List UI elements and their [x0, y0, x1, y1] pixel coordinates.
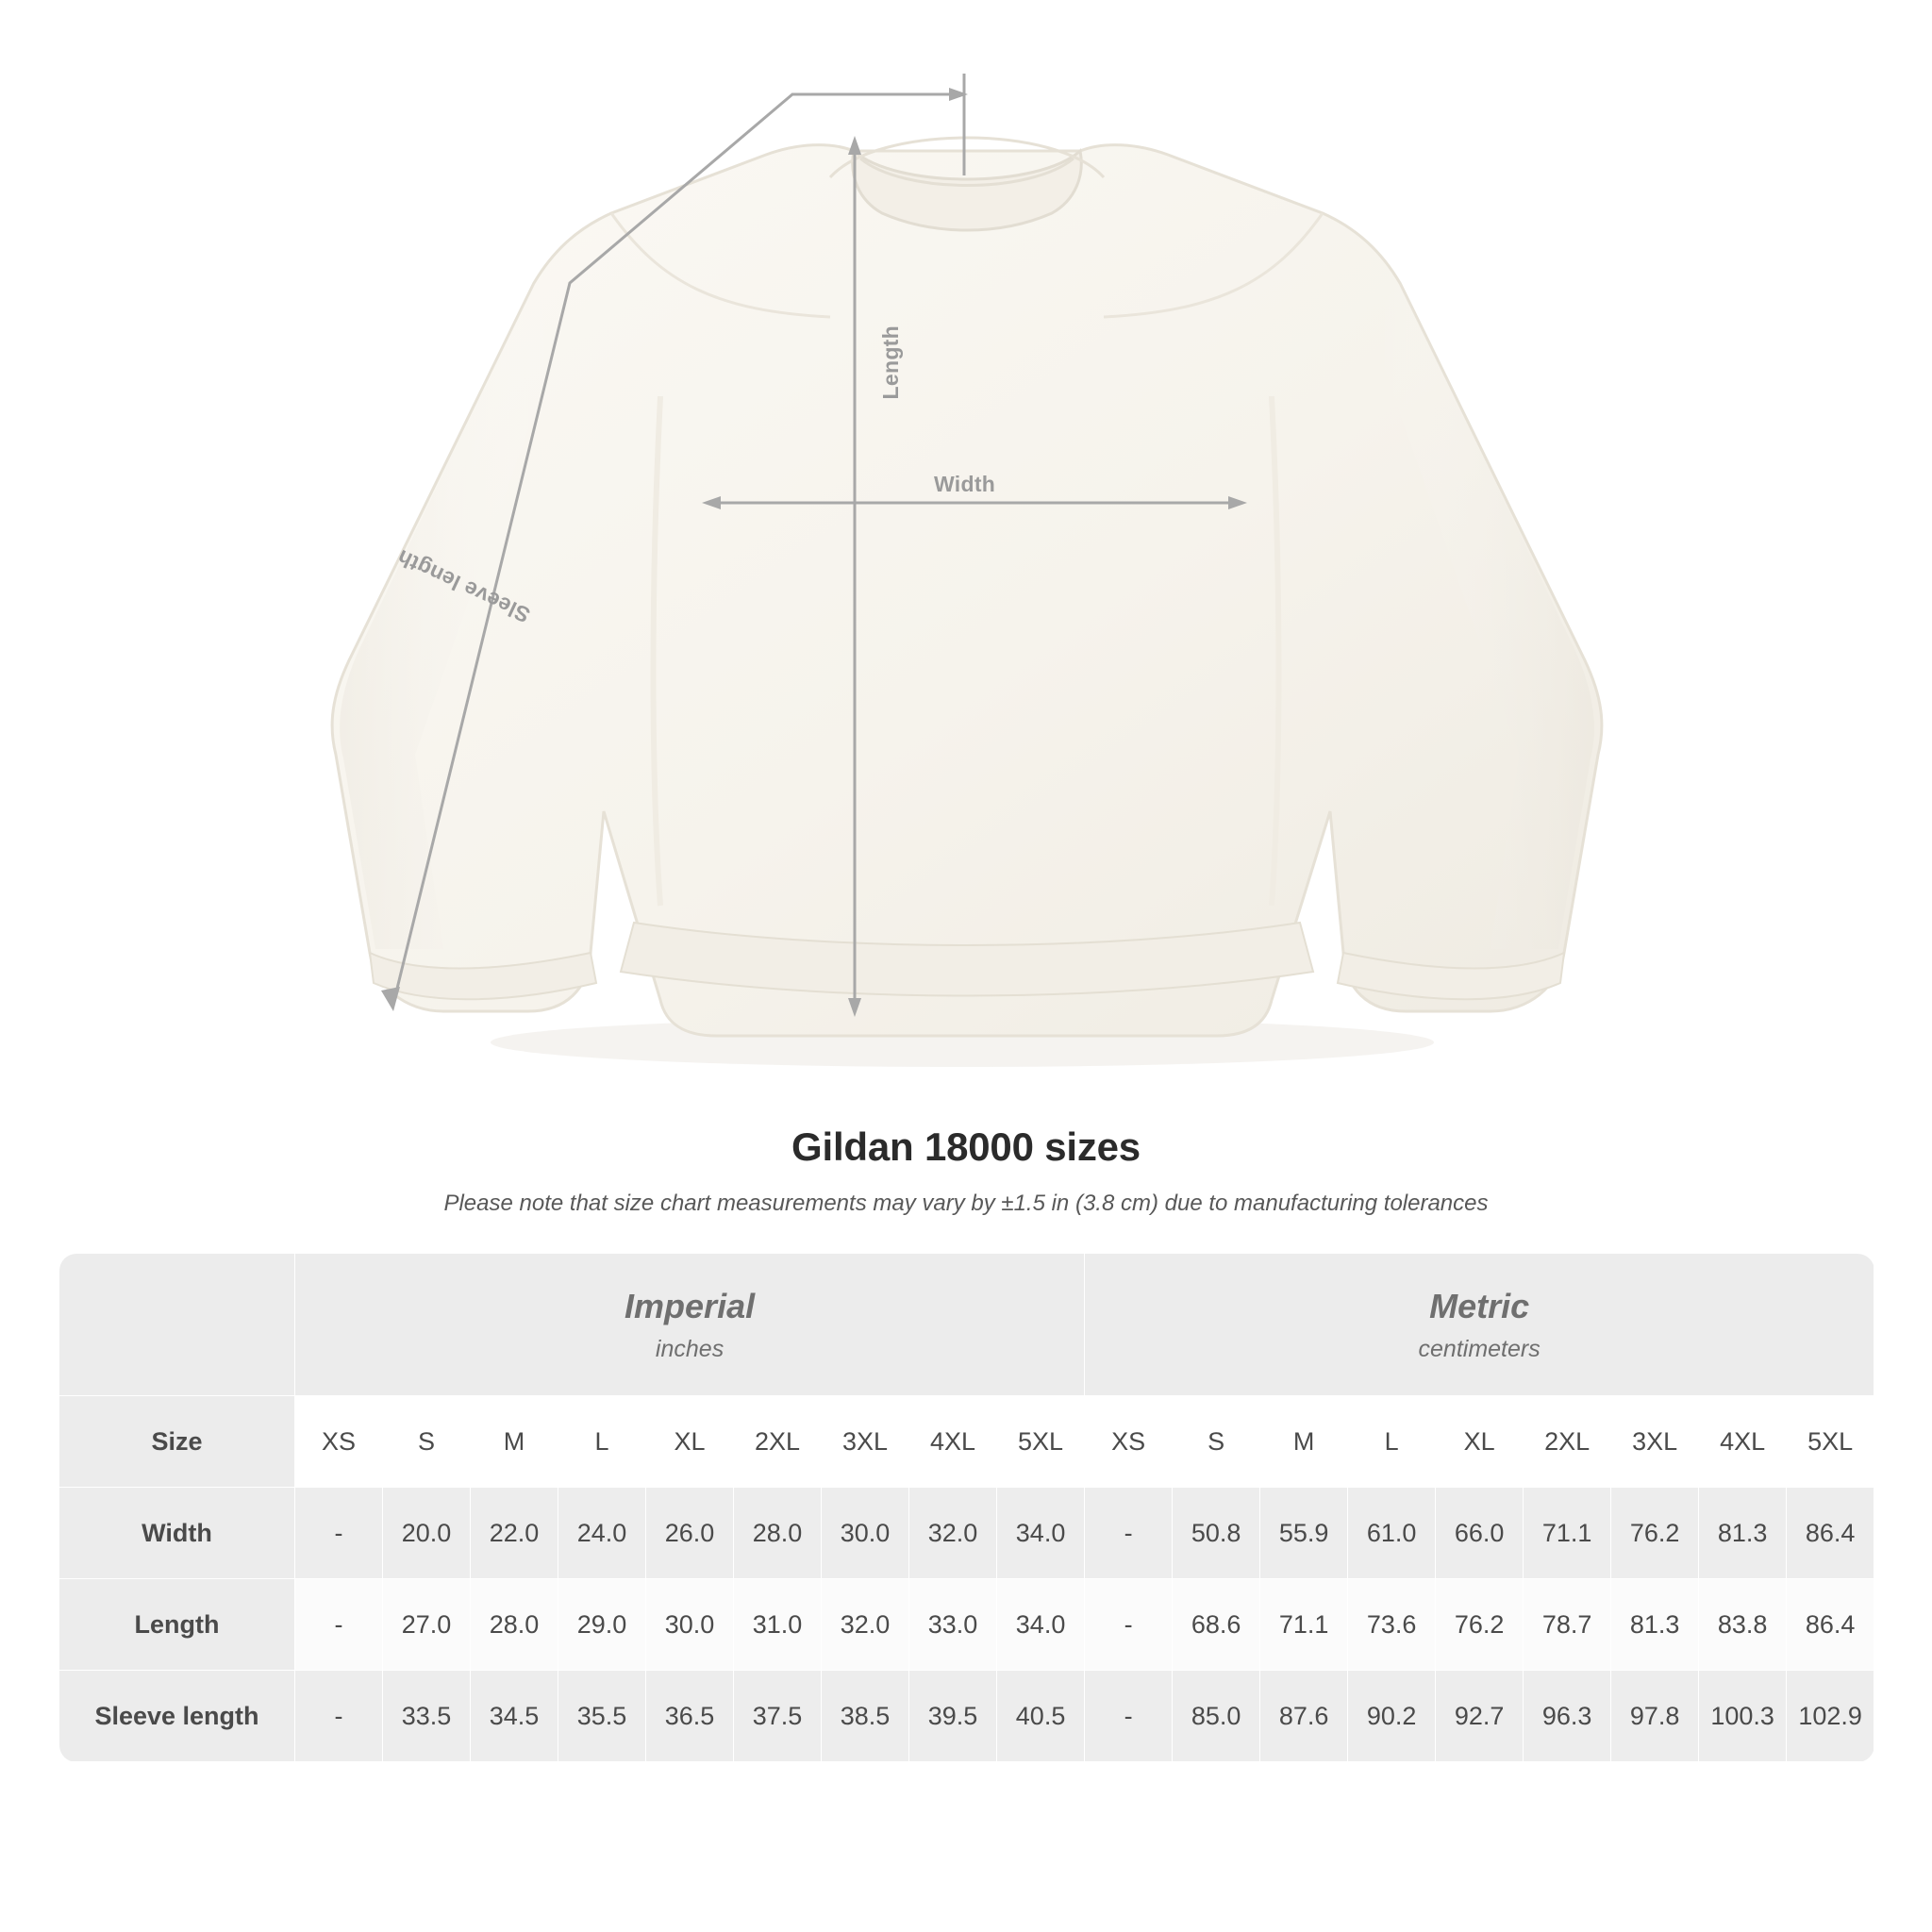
title-block	[0, 1124, 1932, 1217]
table-row	[59, 1579, 1874, 1671]
cell-width-8: 34.0	[997, 1488, 1085, 1579]
cell-length-4: 30.0	[646, 1579, 734, 1671]
header-col-4: XL	[646, 1396, 734, 1488]
cell-width-4: 26.0	[646, 1488, 734, 1579]
cell-sleeve-8: 40.5	[997, 1671, 1085, 1762]
header-col-16: 4XL	[1699, 1396, 1787, 1488]
cell-width-0: -	[295, 1488, 383, 1579]
cell-length-14: 78.7	[1524, 1579, 1611, 1671]
cell-length-2: 28.0	[471, 1579, 558, 1671]
unit-header-imperial	[295, 1254, 1085, 1396]
cell-width-13: 66.0	[1436, 1488, 1524, 1579]
header-size: Size	[59, 1396, 295, 1488]
cell-sleeve-1: 33.5	[383, 1671, 471, 1762]
cell-length-9: -	[1085, 1579, 1173, 1671]
cell-length-13: 76.2	[1436, 1579, 1524, 1671]
row-label-sleeve-length: Sleeve length	[59, 1671, 295, 1762]
cell-length-1: 27.0	[383, 1579, 471, 1671]
cell-width-1: 20.0	[383, 1488, 471, 1579]
cell-length-3: 29.0	[558, 1579, 646, 1671]
cell-sleeve-5: 37.5	[734, 1671, 822, 1762]
unit-sub-metric: centimeters	[1418, 1335, 1541, 1362]
header-col-3: L	[558, 1396, 646, 1488]
cell-width-7: 32.0	[909, 1488, 997, 1579]
cell-length-16: 83.8	[1699, 1579, 1787, 1671]
cell-sleeve-12: 90.2	[1348, 1671, 1436, 1762]
column-header-row	[59, 1396, 1874, 1488]
cell-sleeve-3: 35.5	[558, 1671, 646, 1762]
sleeve-length-dimension-label: Sleeve length	[392, 544, 534, 628]
cell-sleeve-2: 34.5	[471, 1671, 558, 1762]
cell-sleeve-9: -	[1085, 1671, 1173, 1762]
cell-length-5: 31.0	[734, 1579, 822, 1671]
cell-width-12: 61.0	[1348, 1488, 1436, 1579]
unit-header-metric	[1085, 1254, 1874, 1396]
cell-length-15: 81.3	[1611, 1579, 1699, 1671]
size-table-wrapper	[58, 1253, 1874, 1762]
cell-length-0: -	[295, 1579, 383, 1671]
cell-length-10: 68.6	[1173, 1579, 1260, 1671]
unit-name-imperial: Imperial	[625, 1286, 756, 1325]
width-dimension-label: Width	[934, 472, 996, 496]
tolerance-note: Please note that size chart measurements may vary by ±1.5 in (3.8 cm) due to manufacturing tolerances	[443, 1191, 1489, 1216]
header-col-1: S	[383, 1396, 471, 1488]
cell-width-2: 22.0	[471, 1488, 558, 1579]
cell-sleeve-0: -	[295, 1671, 383, 1762]
header-col-6: 3XL	[822, 1396, 909, 1488]
cell-width-11: 55.9	[1260, 1488, 1348, 1579]
page-title: Gildan 18000 sizes	[791, 1124, 1141, 1169]
cell-sleeve-13: 92.7	[1436, 1671, 1524, 1762]
cell-sleeve-10: 85.0	[1173, 1671, 1260, 1762]
header-col-15: 3XL	[1611, 1396, 1699, 1488]
header-col-8: 5XL	[997, 1396, 1085, 1488]
size-table	[58, 1253, 1874, 1762]
length-dimension-label: Length	[878, 325, 903, 400]
cell-width-9: -	[1085, 1488, 1173, 1579]
header-col-10: S	[1173, 1396, 1260, 1488]
cell-width-10: 50.8	[1173, 1488, 1260, 1579]
header-col-14: 2XL	[1524, 1396, 1611, 1488]
header-col-13: XL	[1436, 1396, 1524, 1488]
header-col-17: 5XL	[1787, 1396, 1874, 1488]
cell-length-12: 73.6	[1348, 1579, 1436, 1671]
unit-name-metric: Metric	[1429, 1286, 1530, 1325]
cell-width-15: 76.2	[1611, 1488, 1699, 1579]
header-col-12: L	[1348, 1396, 1436, 1488]
header-col-9: XS	[1085, 1396, 1173, 1488]
cell-sleeve-16: 100.3	[1699, 1671, 1787, 1762]
unit-header-blank	[59, 1254, 295, 1396]
cell-width-14: 71.1	[1524, 1488, 1611, 1579]
cell-sleeve-11: 87.6	[1260, 1671, 1348, 1762]
cell-width-16: 81.3	[1699, 1488, 1787, 1579]
unit-sub-imperial: inches	[655, 1335, 724, 1362]
cell-width-6: 30.0	[822, 1488, 909, 1579]
cell-length-7: 33.0	[909, 1579, 997, 1671]
cell-length-17: 86.4	[1787, 1579, 1874, 1671]
header-col-0: XS	[295, 1396, 383, 1488]
row-label-width: Width	[59, 1488, 295, 1579]
cell-sleeve-14: 96.3	[1524, 1671, 1611, 1762]
cell-length-6: 32.0	[822, 1579, 909, 1671]
cell-sleeve-4: 36.5	[646, 1671, 734, 1762]
header-col-7: 4XL	[909, 1396, 997, 1488]
cell-sleeve-17: 102.9	[1787, 1671, 1874, 1762]
unit-header-row	[59, 1254, 1874, 1396]
header-col-11: M	[1260, 1396, 1348, 1488]
cell-sleeve-15: 97.8	[1611, 1671, 1699, 1762]
cell-sleeve-7: 39.5	[909, 1671, 997, 1762]
cell-width-17: 86.4	[1787, 1488, 1874, 1579]
cell-width-5: 28.0	[734, 1488, 822, 1579]
header-col-2: M	[471, 1396, 558, 1488]
cell-sleeve-6: 38.5	[822, 1671, 909, 1762]
cell-length-8: 34.0	[997, 1579, 1085, 1671]
table-row	[59, 1671, 1874, 1762]
cell-length-11: 71.1	[1260, 1579, 1348, 1671]
header-col-5: 2XL	[734, 1396, 822, 1488]
table-row	[59, 1488, 1874, 1579]
row-label-length: Length	[59, 1579, 295, 1671]
cell-width-3: 24.0	[558, 1488, 646, 1579]
